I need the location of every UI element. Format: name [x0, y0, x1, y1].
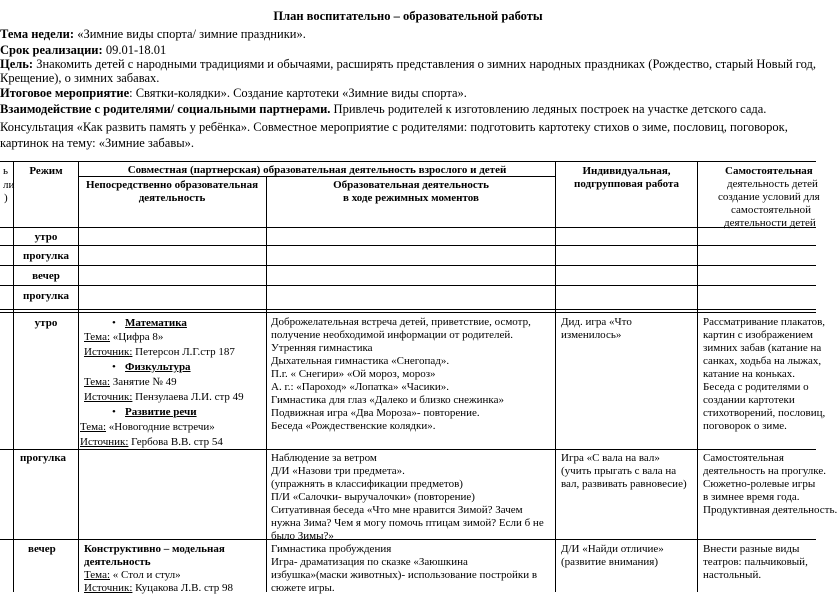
walk-indep-5: Продуктивная деятельность. — [703, 504, 837, 516]
speech-source: Источник: Гербова В.В. стр 54 — [80, 436, 223, 448]
morning-indep-3: зимних забав (катание на — [703, 342, 822, 354]
col-header-indep-4: самостоятельной — [731, 204, 811, 216]
consultation-cont: картинок на тему: «Зимние забавы». — [0, 136, 195, 150]
evening-indep-1: Внести разные виды — [703, 543, 800, 555]
col-header-edu-2: в ходе режимных моментов — [343, 192, 479, 204]
math-source: Источник: Петерсон Л.Г.стр 187 — [84, 346, 235, 358]
morning-edu-6: А. г.: «Пароход» «Лопатка» «Часики». — [271, 381, 450, 393]
speech-topic: Тема: «Новогодние встречи» — [80, 421, 215, 433]
subject-pe: Физкультура — [125, 361, 191, 373]
regime-walk-2: прогулка — [22, 290, 70, 302]
math-topic: Тема: «Цифра 8» — [84, 331, 164, 343]
evening-indiv-1: Д/И «Найди отличие» — [561, 543, 664, 555]
morning-edu-3: Утренняя гимнастика — [271, 342, 373, 354]
regime-evening-1: вечер — [32, 270, 60, 282]
walk-edu-5: Ситуативная беседа «Что мне нравится Зимой? Зачем — [271, 504, 523, 516]
period: Срок реализации: 09.01-18.01 — [0, 43, 167, 57]
morning-indep-9: поговорок о зиме. — [703, 420, 787, 432]
evening-direct-1: Конструктивно – модельная — [84, 543, 225, 555]
subject-math: Математика — [125, 317, 187, 329]
evening-indep-3: настольный. — [703, 569, 762, 581]
col-header-indiv-2: подгрупповая работа — [574, 178, 679, 190]
evening-source: Источник: Куцакова Л.В. стр 98 — [84, 582, 234, 594]
walk-indiv-2: (учить прыгать с вала на — [561, 465, 677, 477]
walk-edu-4: П/И «Салочки- выручалочки» (повторение) — [271, 491, 475, 503]
walk-edu-6: нужна Зима? Чем я могу помочь птицам зимой? Если б не — [271, 517, 544, 529]
morning-indep-6: Беседа с родителями о — [703, 381, 809, 393]
bullet-pe: • — [112, 361, 116, 373]
morning-indiv-1: Дид. игра «Что — [561, 316, 632, 328]
subject-speech: Развитие речи — [125, 406, 197, 418]
col-header-joint: Совместная (партнерская) образовательная деятельность взрослого и детей — [127, 164, 507, 176]
morning-edu-9: Беседа «Рождественские колядки». — [271, 420, 436, 432]
goal-cont: Крещение), о зимних забавах. — [0, 71, 160, 85]
col-header-edu-1: Образовательная деятельность — [333, 179, 489, 191]
evening-indiv-2: (развитие внимания) — [561, 556, 659, 568]
parents-interaction: Взаимодействие с родителями/ социальными партнерами. Привлечь родителей к изготовлению ледяных построек на участке детского сада. — [0, 102, 767, 116]
col-header-indep-1: Самостоятельная — [725, 165, 813, 177]
pe-source: Источник: Пензулаева Л.И. стр 49 — [84, 391, 244, 403]
walk-edu-3: (упражнять в классификации предметов) — [271, 478, 463, 490]
morning-edu-7: Гимнастика для глаз «Далеко и близко снежинка» — [271, 394, 504, 406]
week-theme: Тема недели: «Зимние виды спорта/ зимние праздники». — [0, 27, 306, 41]
col-header-indiv-1: Индивидуальная, — [582, 165, 671, 177]
col-header-indep-3: создание условий для — [718, 191, 820, 203]
col-header-direct-1: Непосредственно образовательная — [85, 179, 259, 191]
regime-evening-2: вечер — [28, 543, 56, 555]
evening-indep-2: театров: пальчиковый, — [703, 556, 808, 568]
bullet-math: • — [112, 317, 116, 329]
regime-walk-3: прогулка — [20, 452, 67, 464]
evening-edu-4: сюжете игры. — [271, 582, 335, 594]
regime-morning-1: утро — [34, 231, 58, 243]
walk-edu-2: Д/И «Назови три предмета». — [271, 465, 405, 477]
goal: Цель: Знакомить детей с народными традициями и обычаями, расширять представления о зимних народных праздниках (Рождество, старый Новый год, — [0, 57, 816, 71]
walk-indep-4: в зимнее время года. — [703, 491, 800, 503]
morning-edu-1: Доброжелательная встреча детей, приветствие, осмотр, — [271, 316, 531, 328]
morning-edu-2: получение необходимой информации от родителей. — [271, 329, 514, 341]
bullet-speech: • — [112, 406, 116, 418]
morning-indep-1: Рассматривание плакатов, — [703, 316, 826, 328]
walk-indiv-3: вал, развивать равновесие) — [561, 478, 687, 490]
walk-indep-1: Самостоятельная — [703, 452, 784, 464]
evening-edu-1: Гимнастика пробуждения — [271, 543, 392, 555]
evening-edu-2: Игра- драматизация по сказке «Заюшкина — [271, 556, 468, 568]
evening-edu-3: избушка»(маски животных)- использование постройки в — [271, 569, 538, 581]
col0-fragment-2: ли — [3, 179, 15, 191]
evening-direct-2: деятельность — [84, 556, 151, 568]
walk-indep-2: деятельность на прогулке. — [703, 465, 826, 477]
walk-edu-1: Наблюдение за ветром — [271, 452, 377, 464]
col-header-indep-5: деятельности детей — [724, 217, 816, 229]
regime-walk-1: прогулка — [22, 250, 70, 262]
col-header-regime: Режим — [29, 165, 63, 177]
morning-indep-2: картин с изображением — [703, 329, 813, 341]
evening-topic: Тема: « Стол и стул» — [84, 569, 181, 581]
walk-edu-7: было Зимы?» — [271, 530, 334, 542]
col-header-indep-2: деятельность детей — [727, 178, 818, 190]
morning-indiv-2: изменилось» — [561, 329, 622, 341]
morning-indep-5: катание на коньках. — [703, 368, 796, 380]
morning-edu-8: Подвижная игра «Два Мороза»- повторение. — [271, 407, 480, 419]
page-title: План воспитательно – образовательной работы — [273, 9, 543, 23]
morning-edu-4: Дыхательная гимнастика «Снегопад». — [271, 355, 450, 367]
morning-indep-7: создании картотеки — [703, 394, 795, 406]
walk-indep-3: Сюжетно-ролевые игры — [703, 478, 816, 490]
col-header-direct-2: деятельность — [138, 192, 206, 204]
regime-morning-2: утро — [34, 317, 58, 329]
pe-topic: Тема: Занятие № 49 — [84, 376, 177, 388]
final-event: Итоговое мероприятие: Святки-колядки». Создание картотеки «Зимние виды спорта». — [0, 86, 467, 100]
morning-indep-4: санках, ходьба на лыжах, — [703, 355, 822, 367]
col0-fragment-1: ь — [3, 165, 9, 177]
walk-indiv-1: Игра «С вала на вал» — [561, 452, 660, 464]
consultation: Консультация «Как развить память у ребёнка». Совместное мероприятие с родителями: подготовить картотеку стихов о зиме, пословиц, поговорок, — [0, 120, 788, 134]
col0-fragment-3: ) — [4, 192, 8, 204]
morning-indep-8: стихотворений, пословиц, — [703, 407, 826, 419]
morning-edu-5: П.г. « Снегири» «Ой мороз, мороз» — [271, 368, 436, 380]
